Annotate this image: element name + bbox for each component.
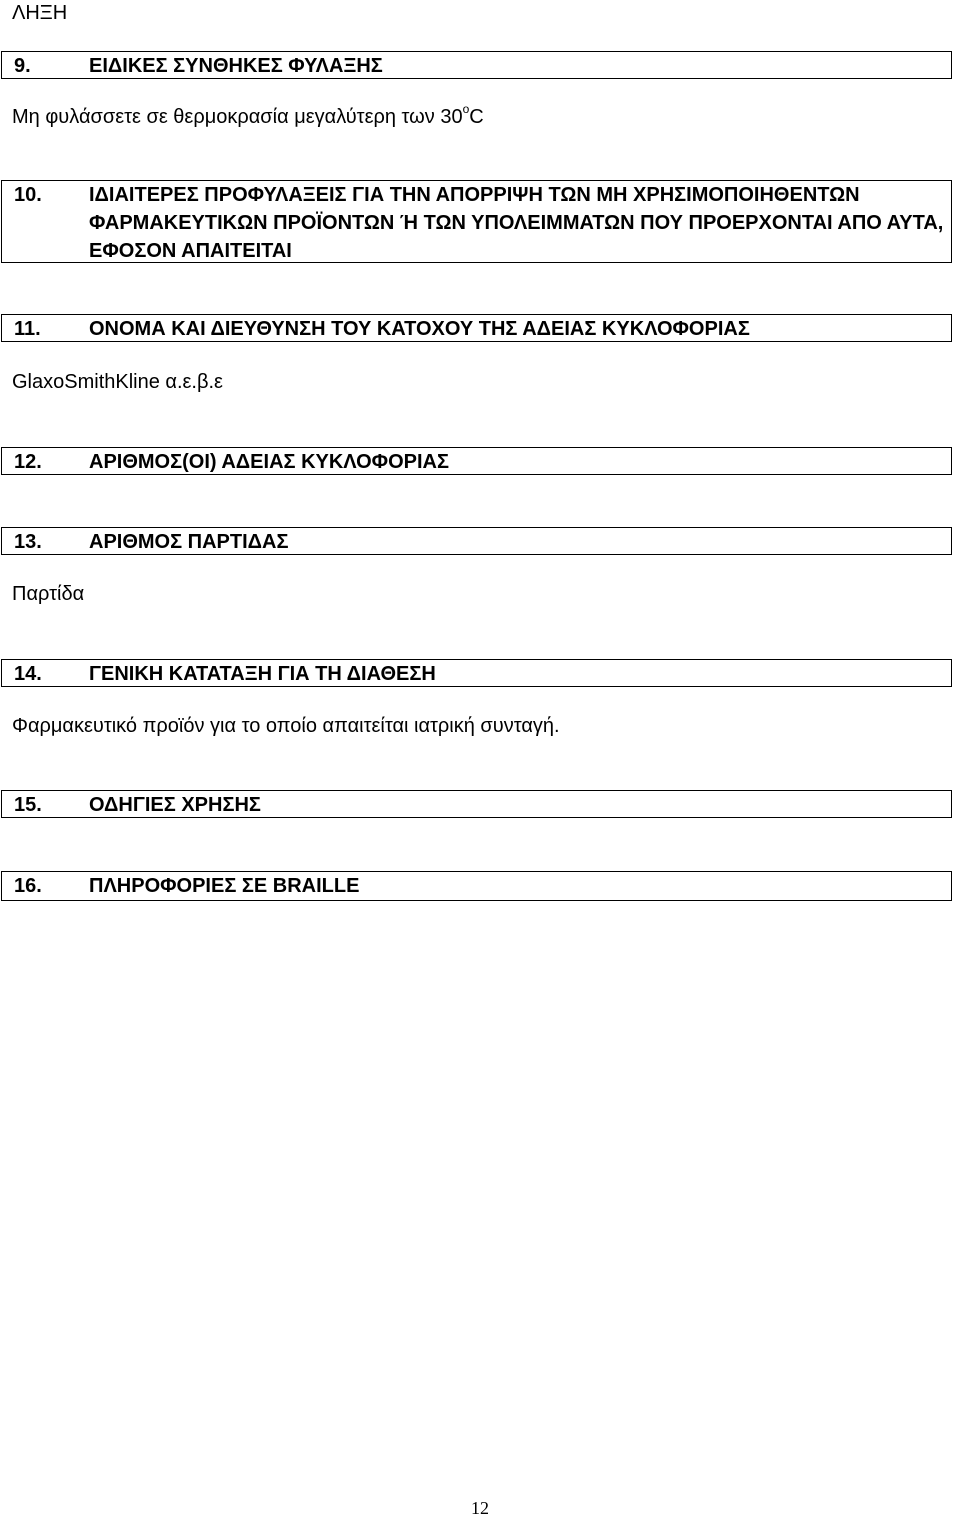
section-number: 9.	[14, 55, 31, 77]
section-number: 14.	[14, 663, 42, 685]
section-title: ΓΕΝΙΚΗ ΚΑΤΑΤΑΞΗ ΓΙΑ ΤΗ ΔΙΑΘΕΣΗ	[89, 663, 436, 685]
section-title: ΠΛΗΡΟΦΟΡΙΕΣ ΣΕ BRAILLE	[89, 875, 360, 897]
section-heading-16	[1, 871, 952, 901]
section-number: 13.	[14, 531, 42, 553]
section-number: 15.	[14, 794, 42, 816]
section-title: ΟΔΗΓΙΕΣ ΧΡΗΣΗΣ	[89, 794, 261, 816]
section-title: ΕΙΔΙΚΕΣ ΣΥΝΘΗΚΕΣ ΦΥΛΑΞΗΣ	[89, 55, 383, 77]
section-heading-13	[1, 527, 952, 555]
section-title: ΑΡΙΘΜΟΣ(ΟΙ) ΑΔΕΙΑΣ ΚΥΚΛΟΦΟΡΙΑΣ	[89, 451, 449, 473]
section-heading-10	[1, 180, 952, 263]
storage-conditions-text: Μη φυλάσσετε σε θερμοκρασία μεγαλύτερη των 30$^o$C	[12, 102, 484, 128]
section-heading-15	[1, 790, 952, 818]
section-heading-9	[1, 51, 952, 79]
section-heading-12	[1, 447, 952, 475]
section-number: 12.	[14, 451, 42, 473]
section-heading-11	[1, 314, 952, 342]
section-title: ΟΝΟΜΑ ΚΑΙ ΔΙΕΥΘΥΝΣΗ ΤΟΥ ΚΑΤΟΧΟΥ ΤΗΣ ΑΔΕΙΑΣ ΚΥΚΛΟΦΟΡΙΑΣ	[89, 318, 750, 340]
section-number: 11.	[14, 318, 41, 340]
expiry-heading-fragment: ΛΗΞΗ	[12, 2, 68, 24]
batch-label: Παρτίδα	[12, 583, 85, 605]
supply-classification-text: Φαρμακευτικό προϊόν για το οποίο απαιτείται ιατρική συνταγή.	[12, 715, 560, 737]
section-title: ΙΔΙΑΙΤΕΡΕΣ ΠΡΟΦΥΛΑΞΕΙΣ ΓΙΑ ΤΗΝ ΑΠΟΡΡΙΨΗ ΤΩΝ ΜΗ ΧΡΗΣΙΜΟΠΟΙΗΘΕΝΤΩΝ ΦΑΡΜΑΚΕΥΤΙΚΩΝ ΠΡΟΪΟΝΤΩΝ Ή ΤΩΝ ΥΠΟΛΕΙΜΜΑΤΩΝ ΠΟΥ ΠΡΟΕΡΧΟΝΤΑΙ ΑΠΟ ΑΥΤΑ, ΕΦΟΣΟΝ ΑΠΑΙΤΕΙΤΑΙ	[89, 184, 944, 262]
marketing-authorisation-holder: GlaxoSmithKline α.ε.β.ε	[12, 371, 223, 393]
section-title: ΑΡΙΘΜΟΣ ΠΑΡΤΙΔΑΣ	[89, 531, 289, 553]
section-number: 10.	[14, 184, 42, 206]
page-number: 12	[471, 1498, 489, 1518]
section-number: 16.	[14, 875, 42, 897]
section-heading-14	[1, 659, 952, 687]
